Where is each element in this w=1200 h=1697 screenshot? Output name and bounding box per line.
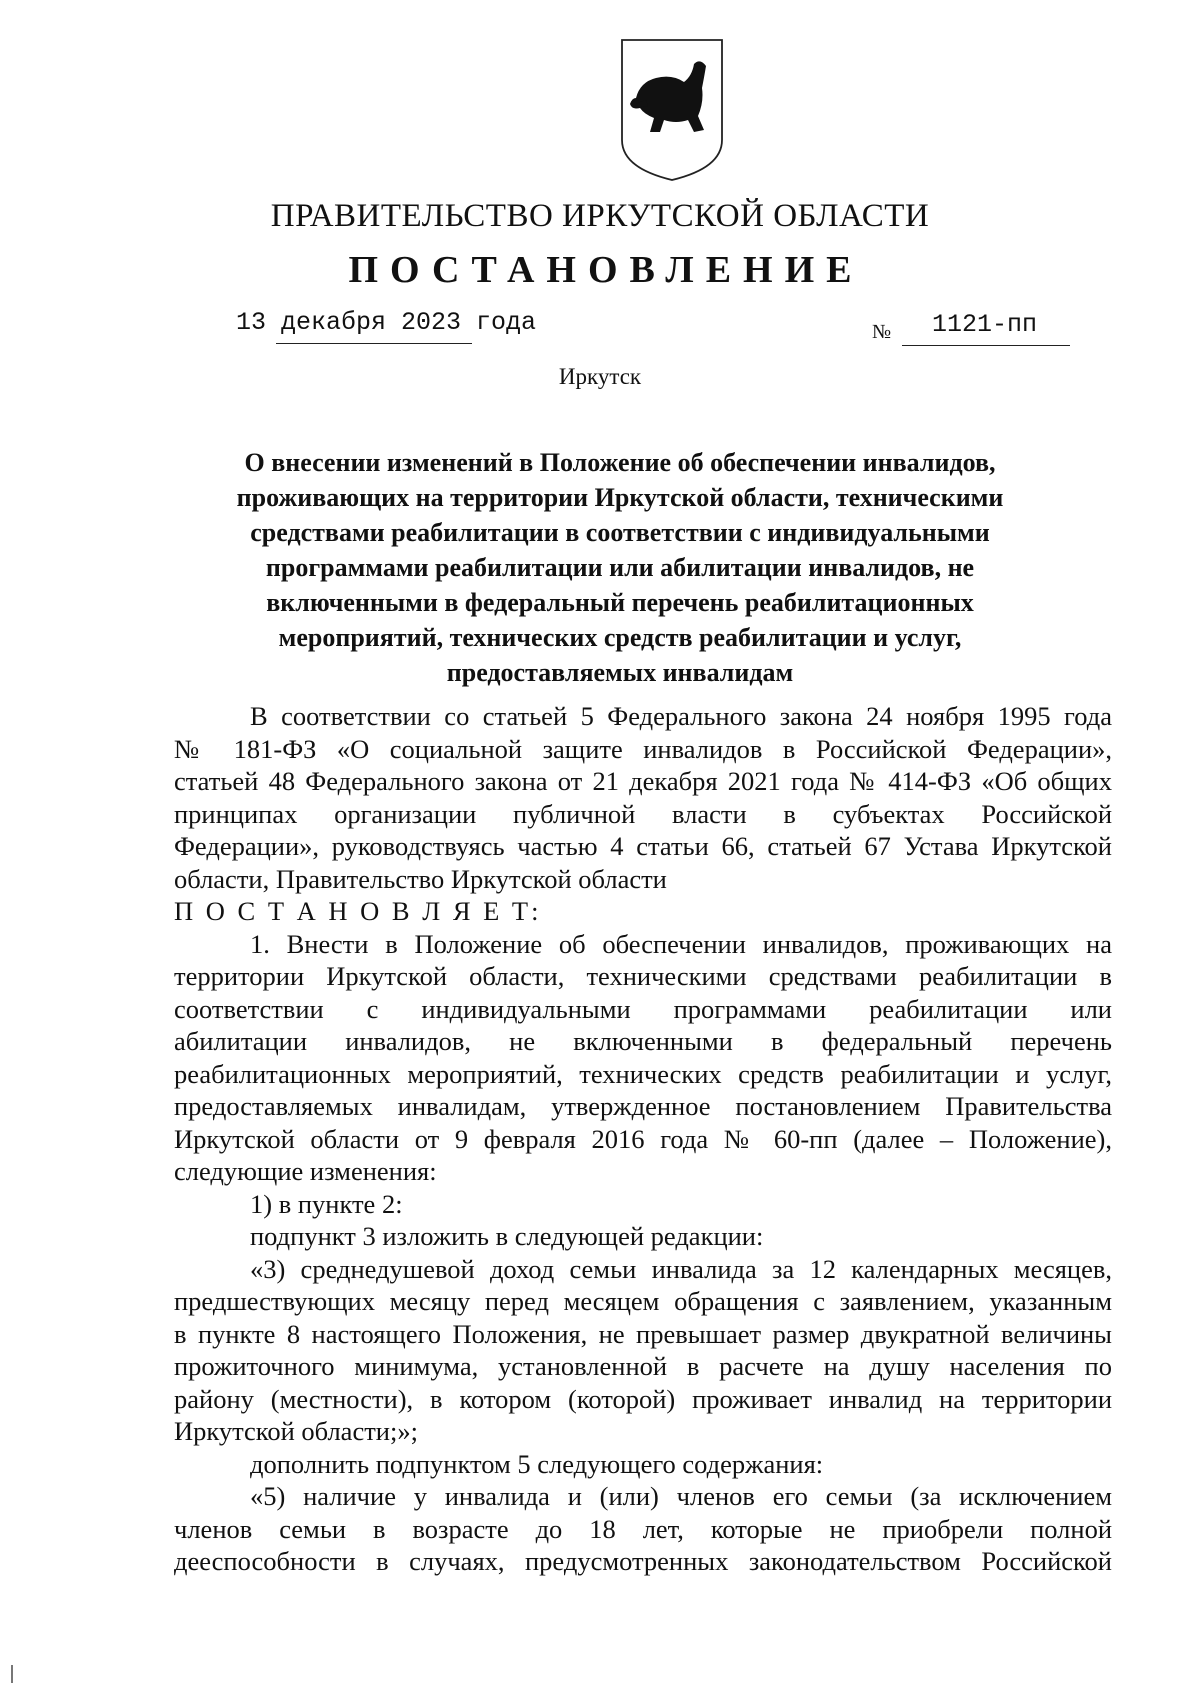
heading-line: средствами реабилитации в соответствии с индивидуальными [250, 518, 990, 547]
body-line: в пункте 8 настоящего Положения, не превышает размер двукратной величины [174, 1318, 1112, 1349]
decree-date: 13 декабря 2023 года [236, 308, 537, 337]
heading-line: программами реабилитации или абилитации инвалидов, не [265, 553, 975, 582]
body-line: следующие изменения: [174, 1156, 437, 1186]
body-line: предшествующих месяцу перед месяцем обращения с заявлением, указанным [174, 1286, 1112, 1316]
body-line: подпункт 3 изложить в следующей редакции: [250, 1221, 764, 1251]
heading-line: мероприятий, технических средств реабилитации и услуг, [278, 623, 962, 652]
document-body [174, 700, 1112, 1578]
body-line: Иркутской области от 9 февраля 2016 года № 60-пп (далее – Положение), [174, 1123, 1112, 1154]
document-heading [170, 445, 1070, 690]
body-line: прожиточного минимума, установленной в расчете на душу населения по [174, 1351, 1112, 1381]
body-line: членов семьи в возрасте до 18 лет, которые не приобрели полной [174, 1513, 1112, 1544]
body-line: «5) наличие у инвалида и (или) членов его семьи (за исключением [250, 1481, 1112, 1511]
body-line: реабилитационных мероприятий, технических средств реабилитации и услуг, [174, 1058, 1112, 1089]
heading-line: включенными в федеральный перечень реабилитационных [266, 588, 974, 617]
body-line: Иркутской области;»; [174, 1416, 418, 1446]
coat-of-arms-icon [618, 36, 726, 184]
body-line: 1) в пункте 2: [250, 1188, 403, 1219]
city: Иркутск [558, 364, 642, 389]
body-line: предоставляемых инвалидам, утвержденное постановлением Правительства [174, 1091, 1112, 1121]
number-underline [902, 345, 1070, 346]
body-line: «3) среднедушевой доход семьи инвалида за 12 календарных месяцев, [250, 1253, 1112, 1284]
government-title: ПРАВИТЕЛЬСТВО ИРКУТСКОЙ ОБЛАСТИ [270, 198, 930, 234]
body-line: 1. Внести в Положение об обеспечении инвалидов, проживающих на [250, 928, 1112, 959]
number-sign: № [872, 321, 892, 343]
body-line: принципах организации публичной власти в субъектах Российской [174, 798, 1112, 829]
body-line: П О С Т А Н О В Л Я Е Т: [174, 896, 542, 926]
scan-margin-mark [11, 1665, 13, 1683]
body-line: № 181-ФЗ «О социальной защите инвалидов в Российской Федерации», [174, 733, 1112, 764]
body-line: статьей 48 Федерального закона от 21 декабря 2021 года № 414-ФЗ «Об общих [174, 766, 1112, 796]
date-underline [276, 343, 472, 344]
body-line: дополнить подпунктом 5 следующего содержания: [250, 1448, 824, 1479]
body-line: району (местности), в котором (которой) проживает инвалид на территории [174, 1383, 1112, 1414]
body-line: В соответствии со статьей 5 Федерального закона 24 ноября 1995 года [250, 701, 1112, 731]
body-line: дееспособности в случаях, предусмотренных законодательством Российской [174, 1546, 1112, 1576]
body-line: территории Иркутской области, техническими средствами реабилитации в [174, 961, 1112, 991]
decree-number: 1121-пп [932, 310, 1038, 339]
heading-line: предоставляемых инвалидам [446, 658, 794, 687]
body-line: области, Правительство Иркутской области [174, 863, 667, 894]
body-line: абилитации инвалидов, не включенными в федеральный перечень [174, 1026, 1112, 1056]
heading-line: проживающих на территории Иркутской области, техническими [236, 483, 1004, 512]
body-line: Федерации», руководствуясь частью 4 статьи 66, статьей 67 Устава Иркутской [174, 831, 1112, 861]
decree-title: ПОСТАНОВЛЕНИЕ [348, 249, 864, 291]
body-line: соответствии с индивидуальными программами реабилитации или [174, 993, 1112, 1024]
heading-line: О внесении изменений в Положение об обеспечении инвалидов, [244, 448, 996, 477]
